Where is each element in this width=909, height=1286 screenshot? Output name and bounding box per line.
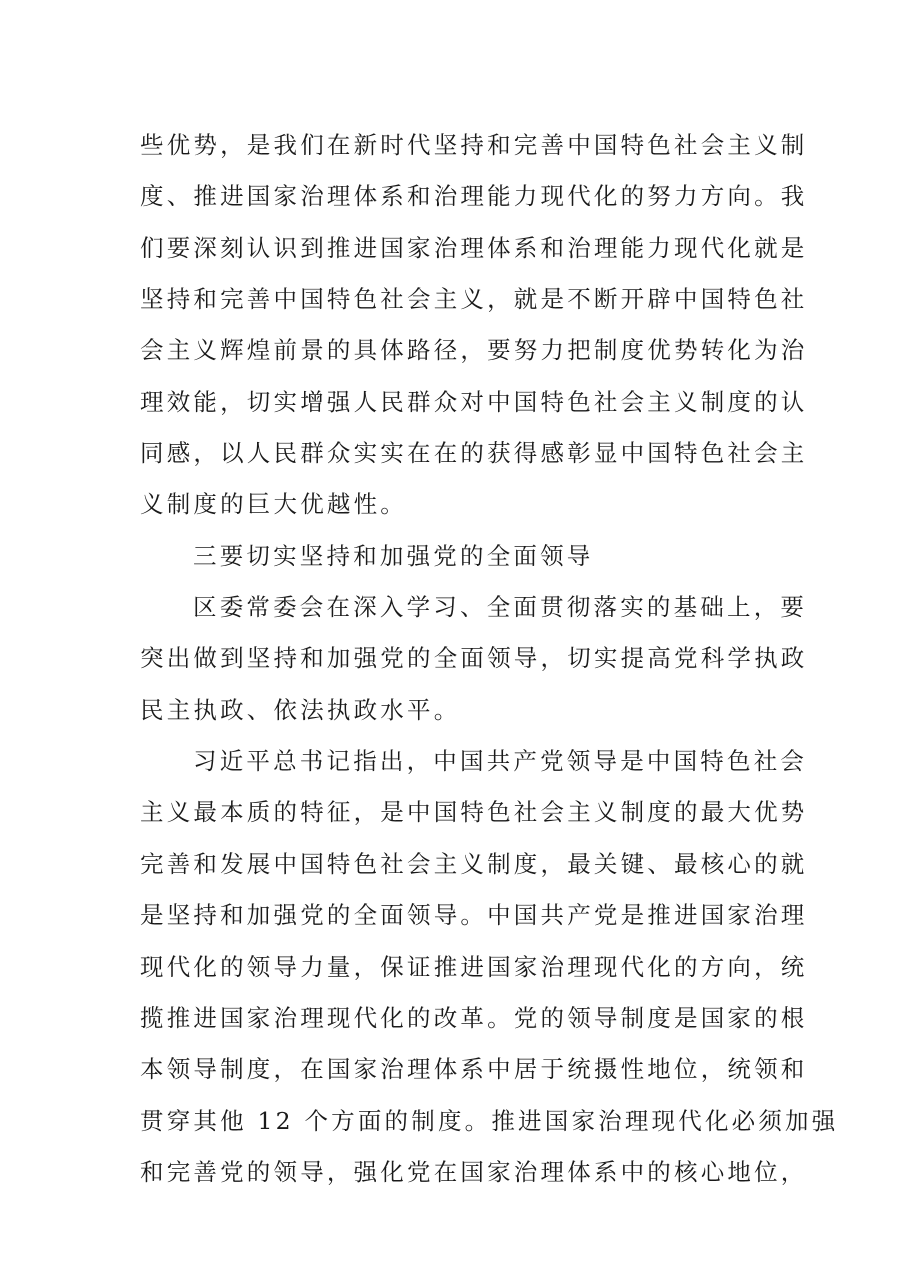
paragraph-line: 完善和发展中国特色社会主义制度，最关键、最核心的就: [140, 849, 808, 878]
paragraph-line: 义制度的巨大优越性。: [140, 490, 407, 519]
paragraph-line: 是坚持和加强党的全面领导。中国共产党是推进国家治理: [140, 901, 808, 930]
paragraph-line: 习近平总书记指出，中国共产党领导是中国特色社会: [193, 747, 808, 776]
paragraph-line: 理效能，切实增强人民群众对中国特色社会主义制度的认: [140, 387, 808, 416]
paragraph-line: 主义最本质的特征，是中国特色社会主义制度的最大优势: [140, 798, 808, 827]
paragraph-line: 们要深刻认识到推进国家治理体系和治理能力现代化就是: [140, 233, 808, 262]
body-text: [140, 120, 839, 1198]
paragraph-line: 和完善党的领导，强化党在国家治理体系中的核心地位，: [140, 1157, 808, 1186]
paragraph-line: 同感，以人民群众实实在在的获得感彰显中国特色社会主: [140, 439, 808, 468]
paragraph-line: 现代化的领导力量，保证推进国家治理现代化的方向，统: [140, 952, 808, 981]
paragraph-line: 揽推进国家治理现代化的改革。党的领导制度是国家的根: [140, 1003, 808, 1032]
paragraph-line: 突出做到坚持和加强党的全面领导，切实提高党科学执政: [140, 644, 808, 673]
paragraph-line: 贯穿其他 12 个方面的制度。推进国家治理现代化必须加强: [140, 1106, 839, 1135]
paragraph-line: 坚持和完善中国特色社会主义，就是不断开辟中国特色社: [140, 285, 808, 314]
paragraph-line: 会主义辉煌前景的具体路径，要努力把制度优势转化为治: [140, 336, 808, 365]
paragraph-line: 区委常委会在深入学习、全面贯彻落实的基础上，要: [193, 593, 808, 622]
paragraph-line: 本领导制度，在国家治理体系中居于统摄性地位，统领和: [140, 1055, 808, 1084]
section-heading: 三要切实坚持和加强党的全面领导: [193, 541, 594, 570]
paragraph-line: 民主执政、依法执政水平。: [140, 695, 461, 724]
paragraph-line: 度、推进国家治理体系和治理能力现代化的努力方向。我: [140, 182, 808, 211]
paragraph-line: 些优势，是我们在新时代坚持和完善中国特色社会主义制: [140, 131, 808, 159]
